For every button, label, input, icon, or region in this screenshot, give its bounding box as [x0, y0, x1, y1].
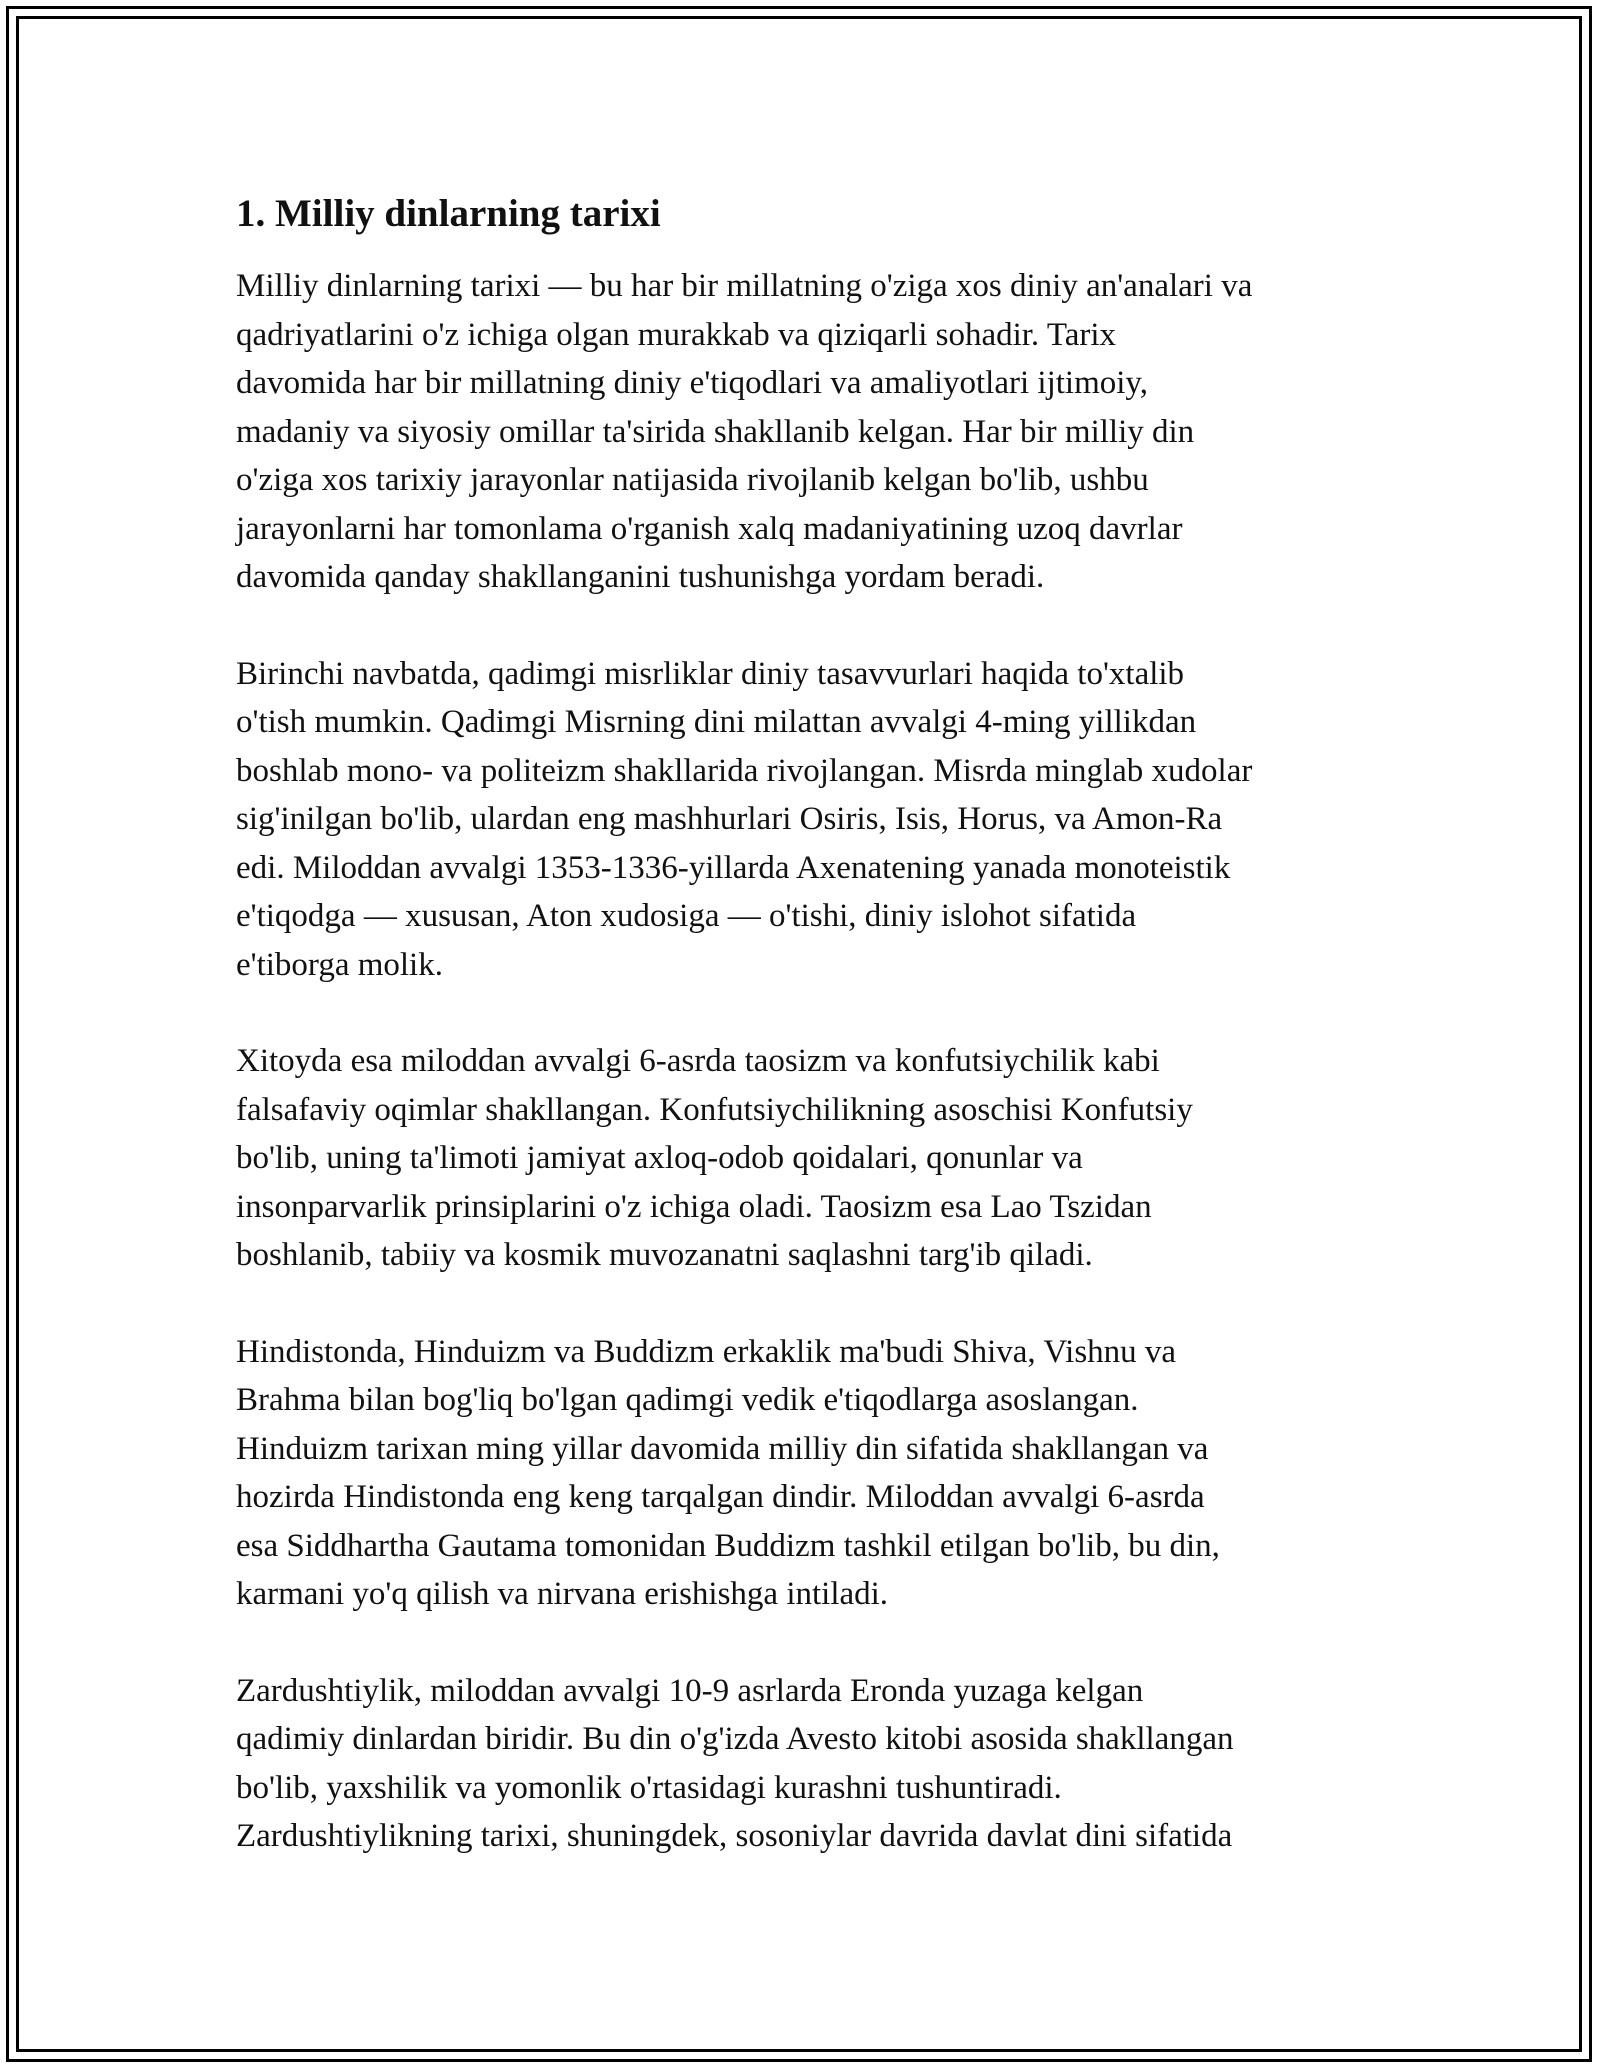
paragraph-china: Xitoyda esa miloddan avvalgi 6-asrda taosizm va konfutsiychilik kabi falsafaviy oqimlar shakllangan. Konfutsiychilikning asoschisi Konfutsiy bo'lib, uning ta'limoti jamiyat axloq-odob qoidalari, qonunlar va insonparvarlik prinsiplarini o'z ichiga oladi. Taosizm esa Lao Tszidan boshlanib, tabiiy va kosmik muvozanatni saqlashni targ'ib qiladi. [236, 1043, 1193, 1273]
paragraph-intro: Milliy dinlarning tarixi — bu har bir millatning o'ziga xos diniy an'analari va qadriyatlarini o'z ichiga olgan murakkab va qiziqarli sohadir. Tarix davomida har bir millatning diniy e'tiqodlari va amaliyotlari ijtimoiy, madaniy va siyosiy omillar ta'sirida shakllanib kelgan. Har bir milliy din o'ziga xos tarixiy jarayonlar natijasida rivojlanib kelgan bo'lib, ushbu jarayonlarni har tomonlama o'rganish xalq madaniyatining uzoq davrlar davomida qanday shakllanganini tushunishga yordam beradi. [236, 268, 1253, 595]
paragraph-india: Hindistonda, Hinduizm va Buddizm erkaklik ma'budi Shiva, Vishnu va Brahma bilan bog'liq bo'lgan qadimgi vedik e'tiqodlarga asoslangan. Hinduizm tarixan ming yillar davomida milliy din sifatida shakllangan va hozirda Hindistonda eng keng tarqalgan dindir. Miloddan avvalgi 6-asrda esa Siddhartha Gautama tomonidan Buddizm tashkil etilgan bo'lib, bu din, karmani yo'q qilish va nirvana erishishga intiladi. [236, 1333, 1220, 1612]
paragraph-egypt: Birinchi navbatda, qadimgi misrliklar diniy tasavvurlari haqida to'xtalib o'tish mumkin. Qadimgi Misrning dini milattan avvalgi 4-ming yillikdan boshlab mono- va politeizm shakllarida rivojlangan. Misrda minglab xudolar sig'inilgan bo'lib, ulardan eng mashhurlari Osiris, Isis, Horus, va Amon-Ra edi. Miloddan avvalgi 1353-1336-yillarda Axenatening yanada monoteistik e'tiqodga — xususan, Aton xudosiga — o'tishi, diniy islohot sifatida e'tiborga molik. [236, 655, 1253, 983]
paragraph-zoroastrianism: Zardushtiylik, miloddan avvalgi 10-9 asrlarda Eronda yuzaga kelgan qadimiy dinlardan biridir. Bu din o'g'izda Avesto kitobi asosida shakllangan bo'lib, yaxshilik va yomonlik o'rtasidagi kurashni tushuntiradi. Zardushtiylikning tarixi, shuningdek, sosoniylar davrida davlat dini sifatida [236, 1672, 1234, 1854]
document-body [236, 188, 1386, 1909]
section-heading: 1. Milliy dinlarning tarixi [236, 192, 661, 235]
